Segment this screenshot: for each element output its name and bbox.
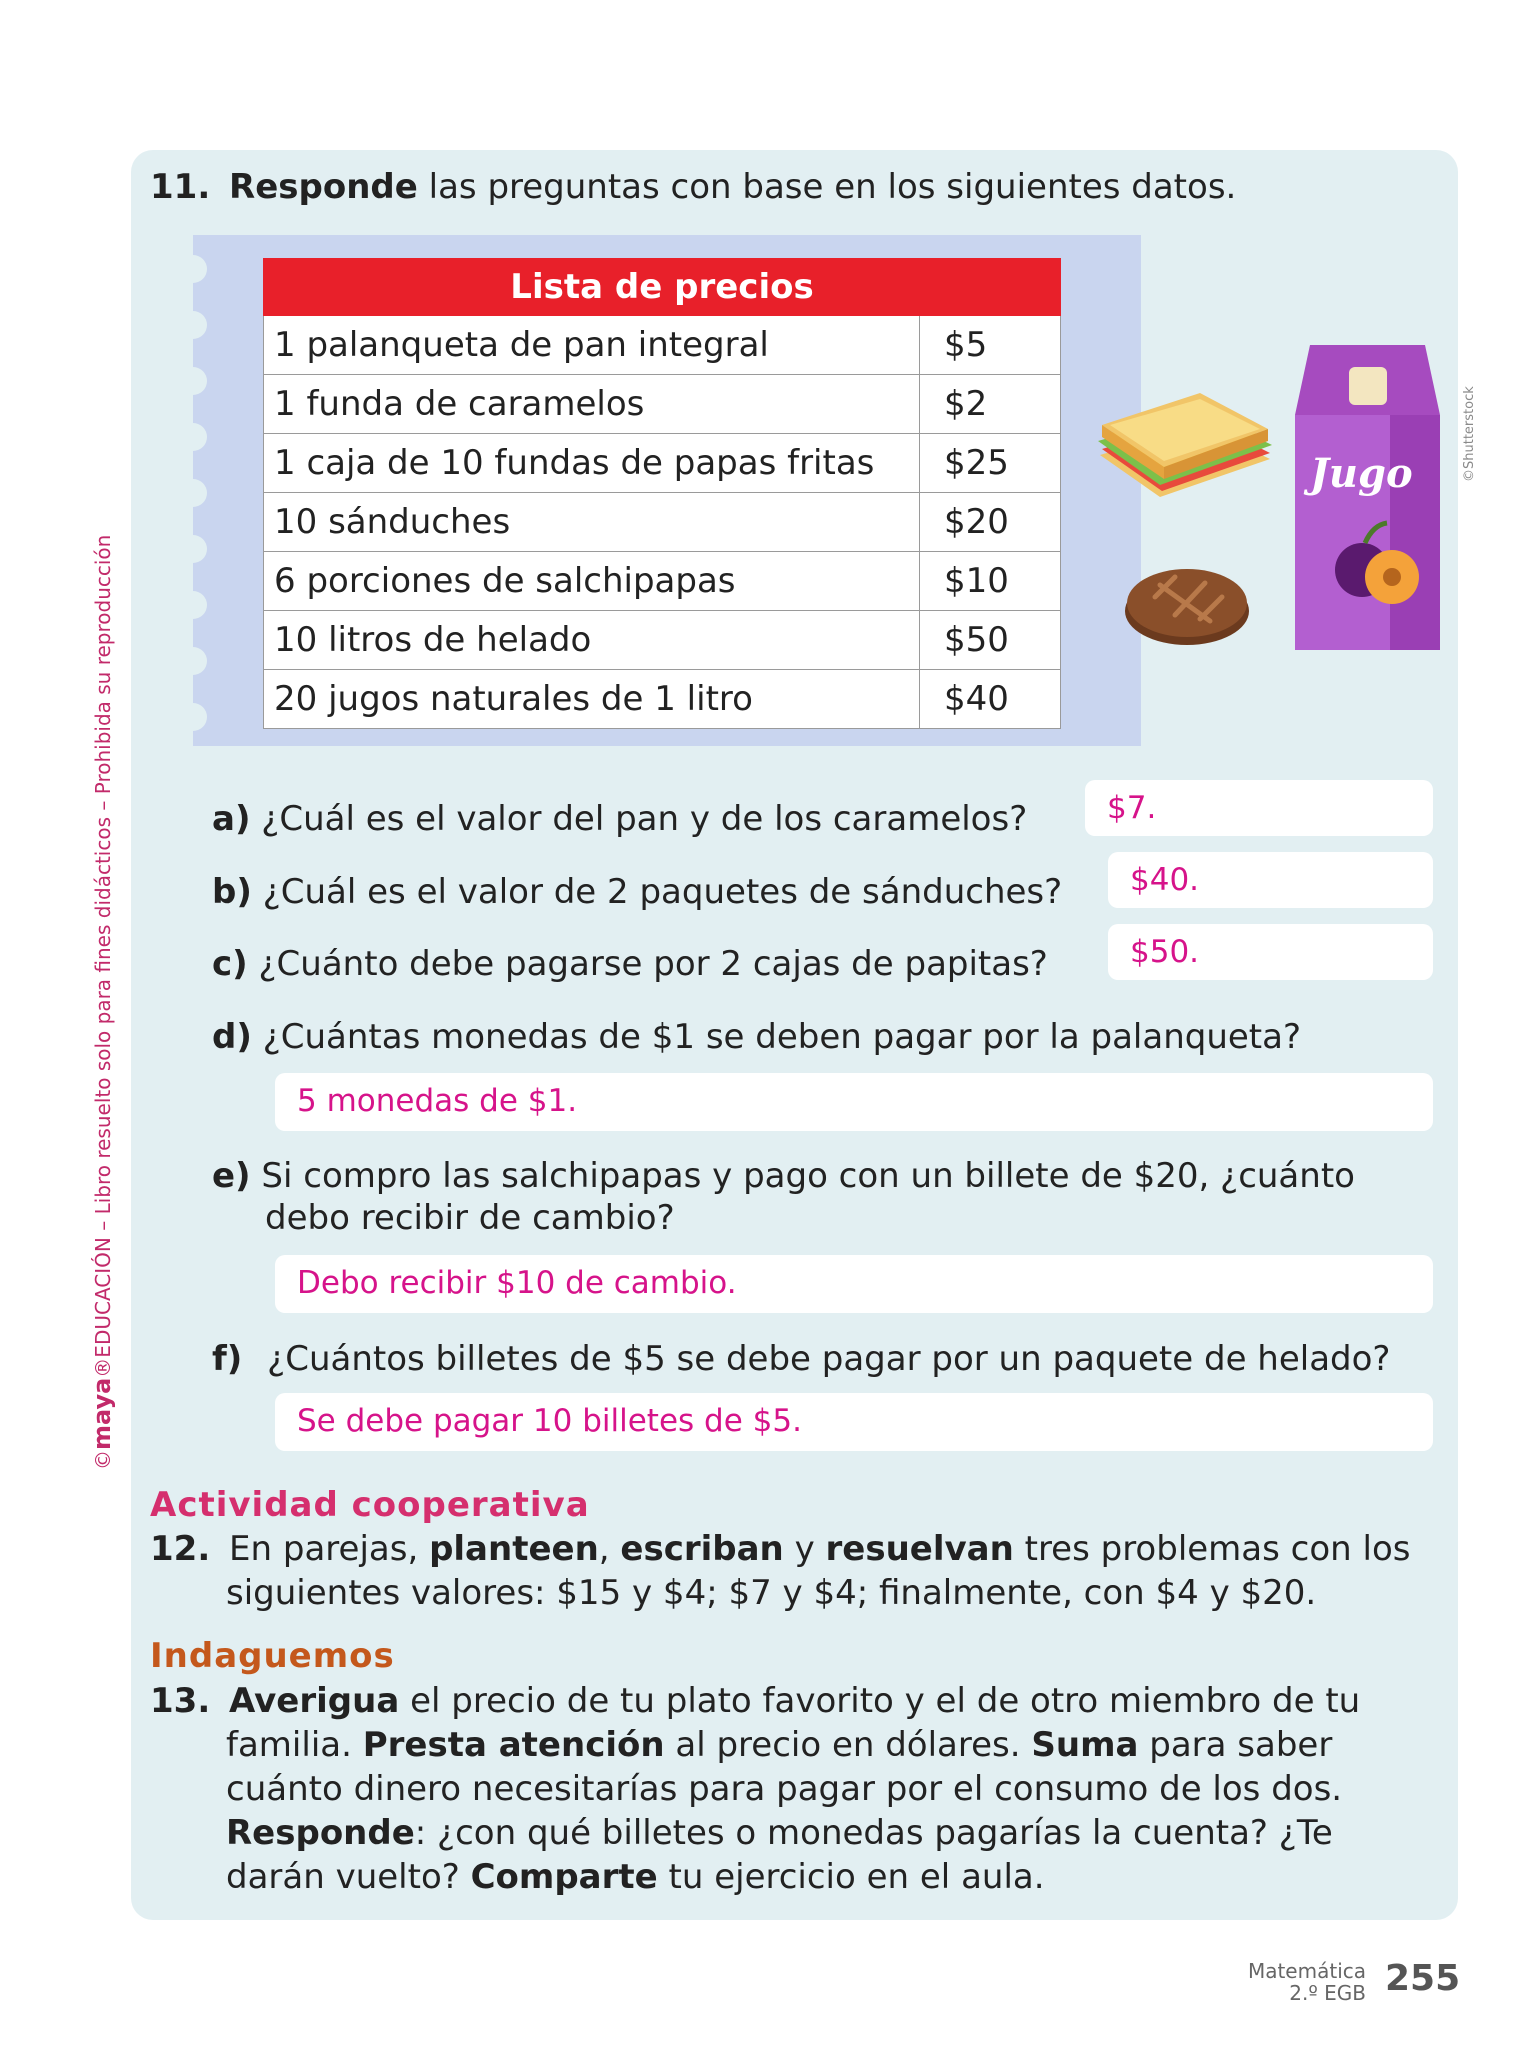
- copyright-symbol: ©: [91, 1450, 115, 1470]
- keyword: Suma: [1031, 1725, 1139, 1765]
- subject-label: Matemática: [1247, 1959, 1366, 1983]
- answer-field[interactable]: $50.: [1108, 924, 1433, 980]
- text-segment: darán vuelto?: [226, 1857, 471, 1897]
- question-13-line5: [226, 1856, 1045, 1898]
- table-row: [264, 316, 1061, 375]
- table-row: [264, 493, 1061, 552]
- question-letter: e): [212, 1156, 251, 1196]
- question-12-line2: siguientes valores: $15 y $4; $7 y $4; finalmente, con $4 y $20.: [226, 1573, 1317, 1613]
- question-13-line3: cuánto dinero necesitarías para pagar por el consumo de los dos.: [226, 1769, 1343, 1809]
- text-segment: tu ejercicio en el aula.: [657, 1857, 1045, 1897]
- answer-field[interactable]: $40.: [1108, 852, 1433, 908]
- question-letter: f): [212, 1339, 243, 1379]
- table-row: [264, 375, 1061, 434]
- text-segment: En parejas,: [229, 1529, 430, 1569]
- item-price: $10: [920, 552, 1061, 611]
- table-row: [264, 670, 1061, 729]
- item-name: 20 jugos naturales de 1 litro: [264, 670, 920, 729]
- question-text: ¿Cuál es el valor de 2 paquetes de sánduches?: [262, 872, 1063, 912]
- keyword: Responde: [226, 1813, 415, 1853]
- question-letter: a): [212, 799, 251, 839]
- question-number: 12.: [150, 1529, 211, 1569]
- sandwich-icon: [1090, 385, 1280, 525]
- question-13: [150, 1680, 1360, 1722]
- text-segment: al precio en dólares.: [664, 1725, 1032, 1765]
- item-price: $2: [920, 375, 1061, 434]
- keyword: resuelvan: [825, 1529, 1014, 1569]
- question-13-line2: [226, 1724, 1332, 1766]
- answer-field[interactable]: Debo recibir $10 de cambio.: [275, 1255, 1433, 1313]
- table-row: [264, 611, 1061, 670]
- question-11-heading: [150, 166, 1236, 208]
- question-text: ¿Cuánto debe pagarse por 2 cajas de papitas?: [258, 944, 1048, 984]
- brand-logo: maya: [88, 1377, 116, 1450]
- instruction-verb: Responde: [229, 167, 418, 207]
- table-row: [264, 434, 1061, 493]
- question-f: [212, 1338, 1390, 1380]
- page-number: 255: [1385, 1958, 1461, 1999]
- question-number: 13.: [150, 1681, 211, 1721]
- keyword: Averigua: [229, 1681, 400, 1721]
- copyright-text: EDUCACIÓN – Libro resuelto solo para fines didácticos – Prohibida su reproducción: [91, 534, 115, 1358]
- question-letter: d): [212, 1017, 252, 1057]
- registered-symbol: ®: [91, 1357, 115, 1378]
- question-13-line4: [226, 1812, 1333, 1854]
- investigate-title: Indaguemos: [150, 1636, 395, 1676]
- copyright-side-note: [88, 535, 116, 1470]
- text-segment: tres problemas con los: [1013, 1529, 1411, 1569]
- question-a: [212, 798, 1027, 840]
- keyword: planteen: [429, 1529, 599, 1569]
- bread-icon: [1120, 555, 1255, 650]
- text-segment: familia.: [226, 1725, 363, 1765]
- text-segment: el precio de tu plato favorito y el de otro miembro de tu: [399, 1681, 1361, 1721]
- image-credit: ©Shutterstock: [1462, 386, 1477, 482]
- question-text: ¿Cuántos billetes de $5 se debe pagar por un paquete de helado?: [267, 1339, 1391, 1379]
- item-price: $50: [920, 611, 1061, 670]
- instruction-text: las preguntas con base en los siguientes datos.: [417, 167, 1237, 207]
- question-letter: b): [212, 872, 252, 912]
- question-b: [212, 871, 1062, 913]
- item-name: 10 sánduches: [264, 493, 920, 552]
- question-e-line2: debo recibir de cambio?: [265, 1198, 675, 1238]
- question-12: [150, 1528, 1410, 1570]
- item-price: $25: [920, 434, 1061, 493]
- text-segment: y: [783, 1529, 826, 1569]
- item-price: $20: [920, 493, 1061, 552]
- text-segment: ,: [598, 1529, 621, 1569]
- answer-field[interactable]: Se debe pagar 10 billetes de $5.: [275, 1393, 1433, 1451]
- text-segment: : ¿con qué billetes o monedas pagarías la cuenta? ¿Te: [414, 1813, 1333, 1853]
- cooperative-activity-title: Actividad cooperativa: [150, 1485, 590, 1525]
- question-text: Si compro las salchipapas y pago con un billete de $20, ¿cuánto: [261, 1156, 1355, 1196]
- text-segment: para saber: [1138, 1725, 1333, 1765]
- price-list-title: Lista de precios: [264, 259, 1061, 316]
- price-list-table: [263, 258, 1061, 729]
- item-name: 1 funda de caramelos: [264, 375, 920, 434]
- keyword: escriban: [620, 1529, 784, 1569]
- item-price: $5: [920, 316, 1061, 375]
- keyword: Comparte: [470, 1857, 658, 1897]
- item-name: 6 porciones de salchipapas: [264, 552, 920, 611]
- question-text: ¿Cuál es el valor del pan y de los caramelos?: [261, 799, 1028, 839]
- question-d: [212, 1016, 1301, 1058]
- juice-box-icon: [1295, 345, 1445, 650]
- item-name: 10 litros de helado: [264, 611, 920, 670]
- answer-field[interactable]: 5 monedas de $1.: [275, 1073, 1433, 1131]
- item-name: 1 caja de 10 fundas de papas fritas: [264, 434, 920, 493]
- answer-field[interactable]: $7.: [1085, 780, 1433, 836]
- table-row: [264, 552, 1061, 611]
- item-price: $40: [920, 670, 1061, 729]
- footer-label: [1248, 1960, 1366, 2004]
- question-letter: c): [212, 944, 248, 984]
- juice-label: Jugo: [1310, 450, 1413, 497]
- question-number: 11.: [150, 167, 211, 207]
- question-text: ¿Cuántas monedas de $1 se deben pagar por la palanqueta?: [262, 1017, 1301, 1057]
- question-e: [212, 1155, 1355, 1197]
- grade-label: 2.º EGB: [1289, 1981, 1366, 2005]
- item-name: 1 palanqueta de pan integral: [264, 316, 920, 375]
- keyword: Presta atención: [362, 1725, 665, 1765]
- question-c: [212, 943, 1048, 985]
